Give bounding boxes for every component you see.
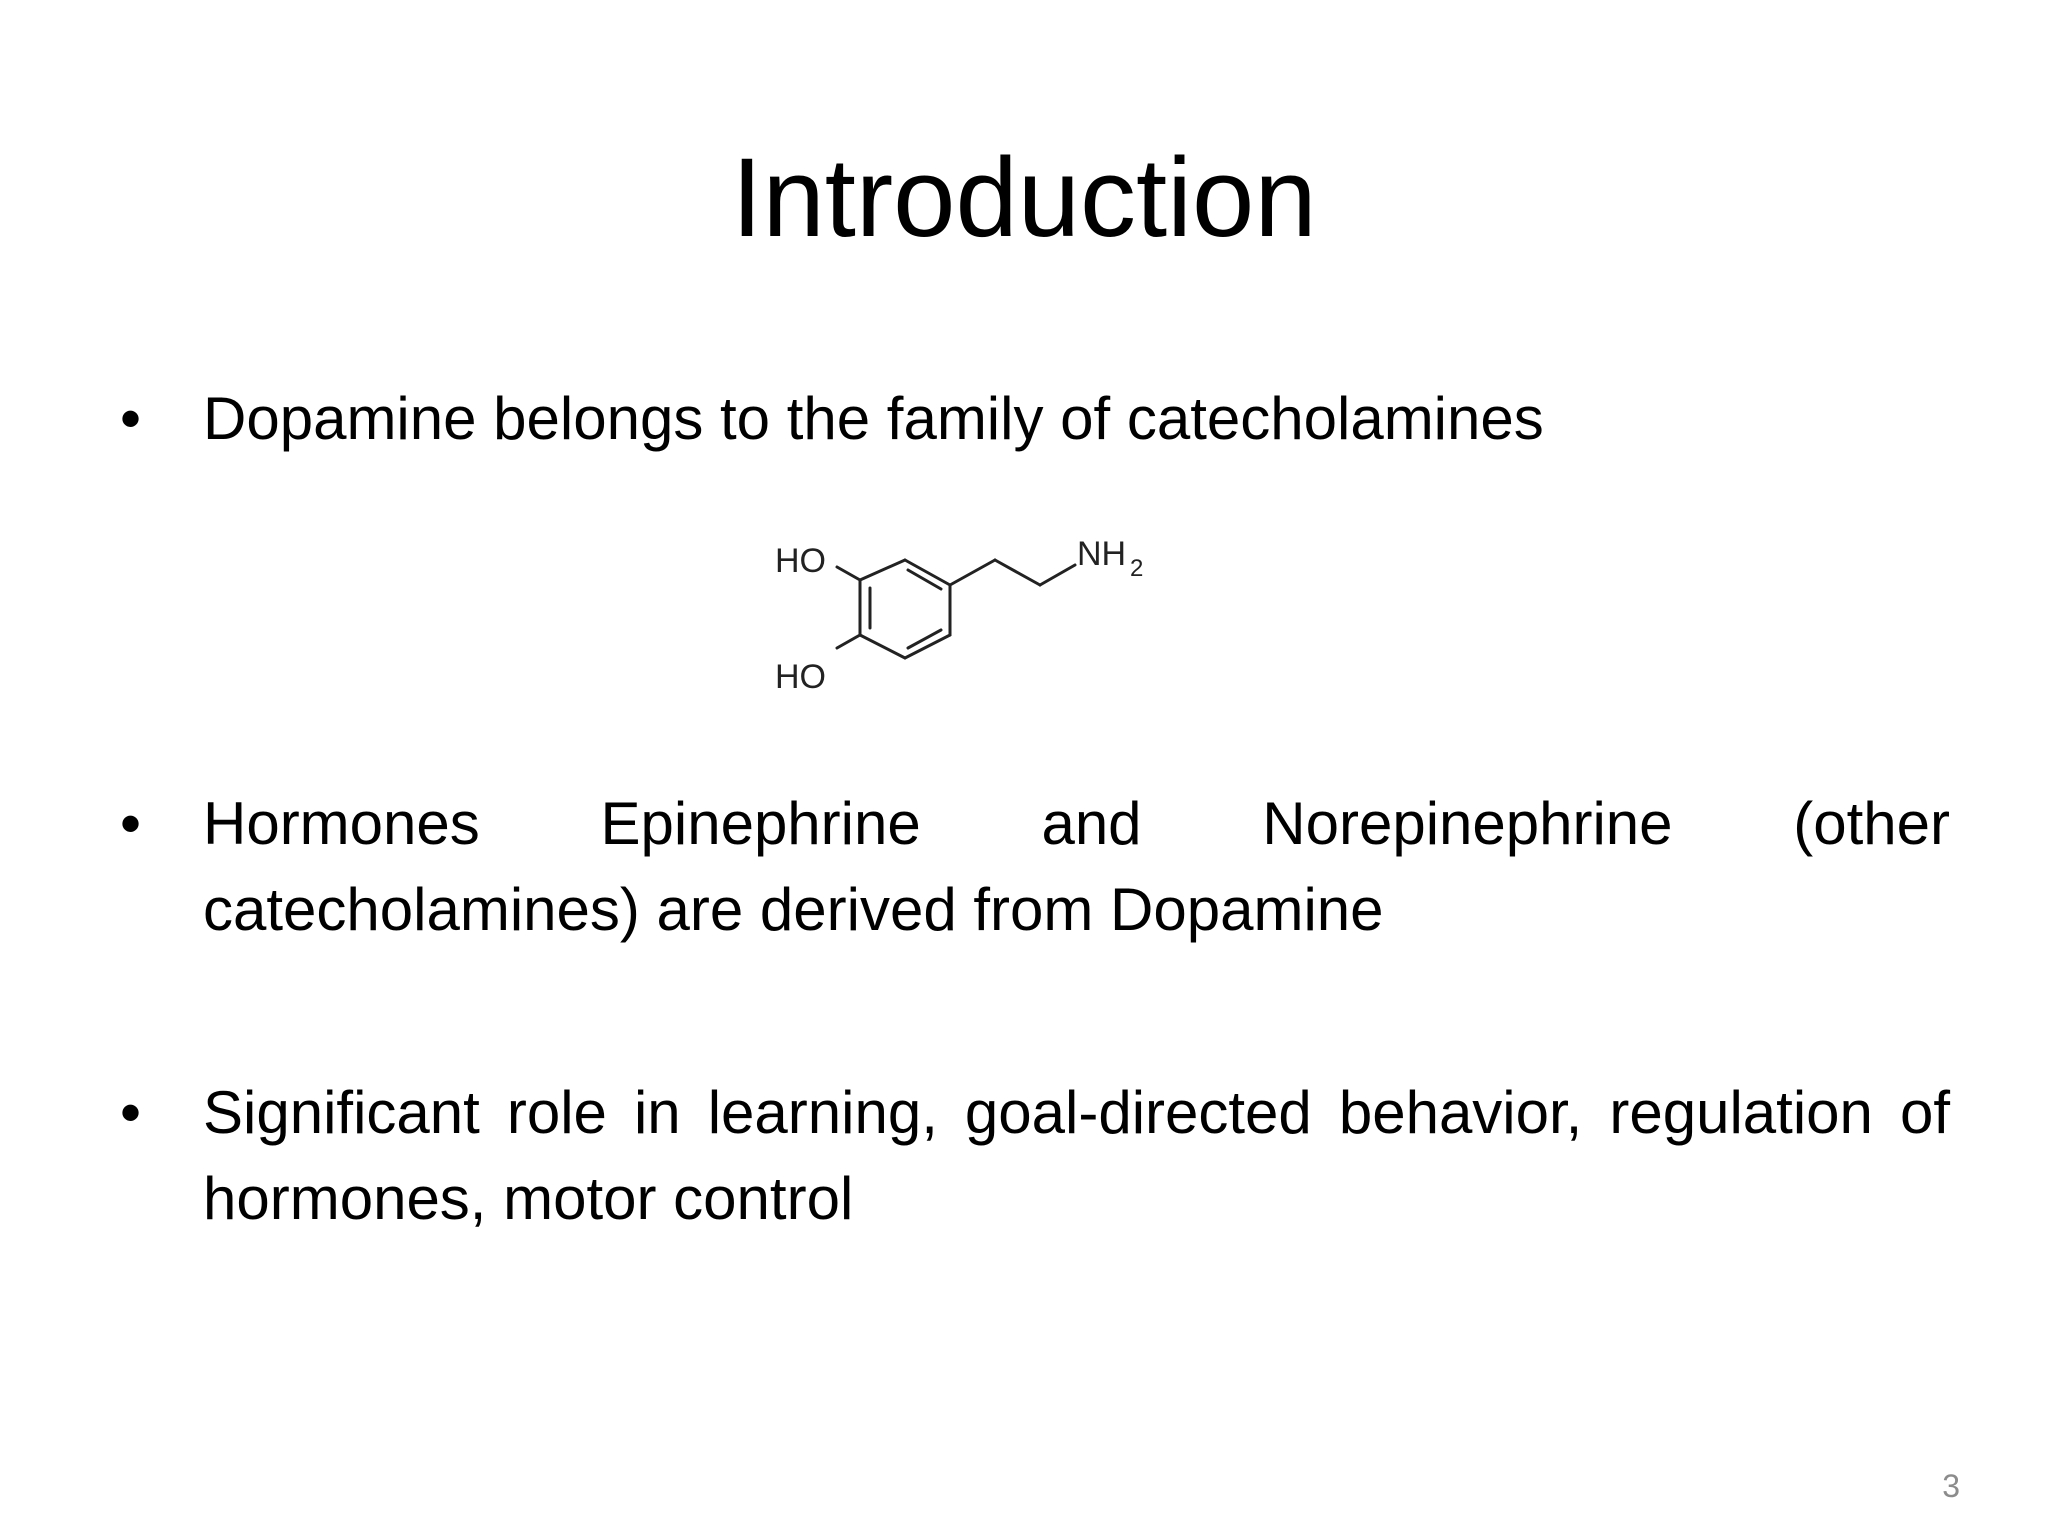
bullet-marker: • (120, 385, 142, 452)
page-number: 3 (1942, 1468, 1960, 1504)
bullet-text: Significant role in learning, goal-directed behavior, regulation of hormones, motor control (203, 1079, 1950, 1232)
bullet-text: Dopamine belongs to the family of catecholamines (203, 385, 1544, 452)
dopamine-structure (750, 530, 1170, 710)
slide-title: Introduction (731, 135, 1317, 260)
bullet-item (120, 376, 1950, 462)
bullet-marker: • (120, 1079, 142, 1146)
molecule-bonds (837, 560, 1075, 658)
amine-subscript: 2 (1130, 555, 1144, 582)
bullet-marker: • (120, 790, 142, 857)
hydroxyl-bottom-label: HO (775, 658, 826, 696)
bullet-item (120, 781, 1950, 953)
hydroxyl-top-label: HO (775, 542, 826, 580)
bullet-item (120, 1070, 1950, 1242)
amine-label: NH (1077, 535, 1127, 573)
bullet-text: Hormones Epinephrine and Norepinephrine (other catecholamines) are derived from Dopamine (203, 790, 1950, 943)
